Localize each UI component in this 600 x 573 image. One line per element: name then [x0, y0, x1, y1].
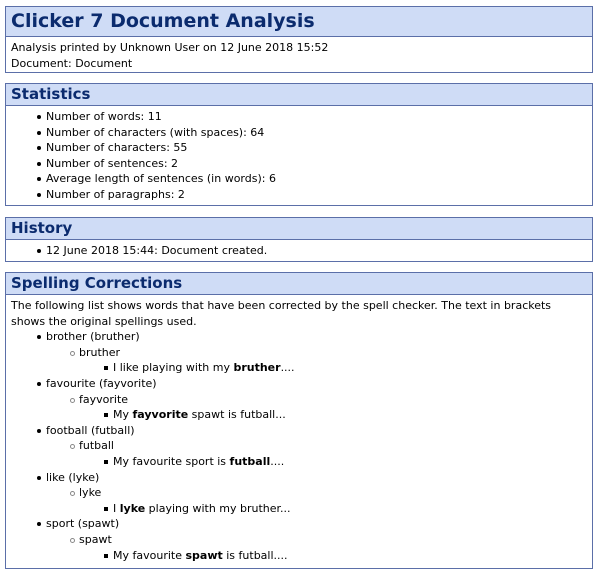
- context-list: [79, 360, 587, 376]
- original-word: spawt: [79, 532, 112, 546]
- correction-item: [11, 470, 587, 517]
- statistics-list: [11, 109, 587, 203]
- corrections-list: [11, 329, 587, 563]
- original-spelling: [46, 345, 587, 376]
- context-misspelled: fayvorite: [132, 408, 189, 422]
- statistic-item: Number of sentences: 2: [11, 156, 587, 172]
- info-body: [6, 37, 592, 75]
- history-panel: [5, 217, 593, 262]
- spelling-intro: The following list shows words that have been corrected by the spell checker. The text in brackets shows the original spellings used.: [11, 299, 552, 328]
- spelling-heading: Spelling Corrections: [6, 273, 592, 295]
- spelling-body: [6, 295, 592, 567]
- context-sentence: [79, 501, 587, 517]
- original-spelling: [46, 438, 587, 469]
- context-before: I: [113, 501, 120, 515]
- statistics-heading: Statistics: [6, 84, 592, 106]
- original-spelling: [46, 532, 587, 563]
- original-word: futball: [79, 439, 114, 453]
- statistic-item: Number of paragraphs: 2: [11, 187, 587, 203]
- statistics-body: [6, 106, 592, 207]
- correction-item: [11, 516, 587, 563]
- context-misspelled: futball: [229, 454, 271, 468]
- document-info: Document: Document: [11, 56, 133, 70]
- original-list: [46, 392, 587, 423]
- statistic-item: Number of words: 11: [11, 109, 587, 125]
- context-sentence: [79, 454, 587, 470]
- correction-label: football (futball): [46, 423, 135, 437]
- history-heading: History: [6, 218, 592, 240]
- correction-item: [11, 423, 587, 470]
- context-misspelled: bruther: [233, 361, 281, 375]
- original-list: [46, 532, 587, 563]
- original-list: [46, 485, 587, 516]
- context-list: [79, 548, 587, 564]
- history-list: [11, 243, 587, 259]
- statistic-item: Number of characters: 55: [11, 140, 587, 156]
- printed-info: Analysis printed by Unknown User on 12 June 2018 15:52: [11, 41, 329, 54]
- context-list: [79, 454, 587, 470]
- original-word: fayvorite: [79, 392, 129, 406]
- context-before: I like playing with my: [113, 361, 234, 375]
- title-panel: [5, 6, 593, 73]
- statistic-item: Average length of sentences (in words): 6: [11, 171, 587, 187]
- history-body: [6, 240, 592, 263]
- correction-label: favourite (fayvorite): [46, 376, 157, 390]
- original-spelling: [46, 392, 587, 423]
- page-title: Clicker 7 Document Analysis: [6, 7, 592, 37]
- correction-item: [11, 329, 587, 376]
- context-after: ....: [270, 454, 285, 468]
- original-word: lyke: [79, 486, 102, 500]
- context-after: ....: [280, 361, 295, 375]
- context-before: My favourite: [113, 548, 186, 562]
- correction-label: like (lyke): [46, 470, 100, 484]
- context-after: is futball....: [222, 548, 288, 562]
- correction-label: sport (spawt): [46, 517, 120, 531]
- spelling-panel: [5, 272, 593, 569]
- original-list: [46, 345, 587, 376]
- context-list: [79, 407, 587, 423]
- statistic-item: Number of characters (with spaces): 64: [11, 125, 587, 141]
- context-sentence: [79, 407, 587, 423]
- context-misspelled: spawt: [185, 548, 223, 562]
- context-after: playing with my bruther...: [145, 501, 291, 515]
- context-list: [79, 501, 587, 517]
- context-before: My: [113, 408, 133, 422]
- context-sentence: [79, 548, 587, 564]
- correction-label: brother (bruther): [46, 330, 140, 344]
- context-before: My favourite sport is: [113, 454, 230, 468]
- context-sentence: [79, 360, 587, 376]
- context-after: spawt is futball...: [188, 408, 286, 422]
- original-word: bruther: [79, 345, 121, 359]
- correction-item: [11, 376, 587, 423]
- context-misspelled: lyke: [119, 501, 146, 515]
- original-list: [46, 438, 587, 469]
- original-spelling: [46, 485, 587, 516]
- history-item: 12 June 2018 15:44: Document created.: [11, 243, 587, 259]
- statistics-panel: [5, 83, 593, 206]
